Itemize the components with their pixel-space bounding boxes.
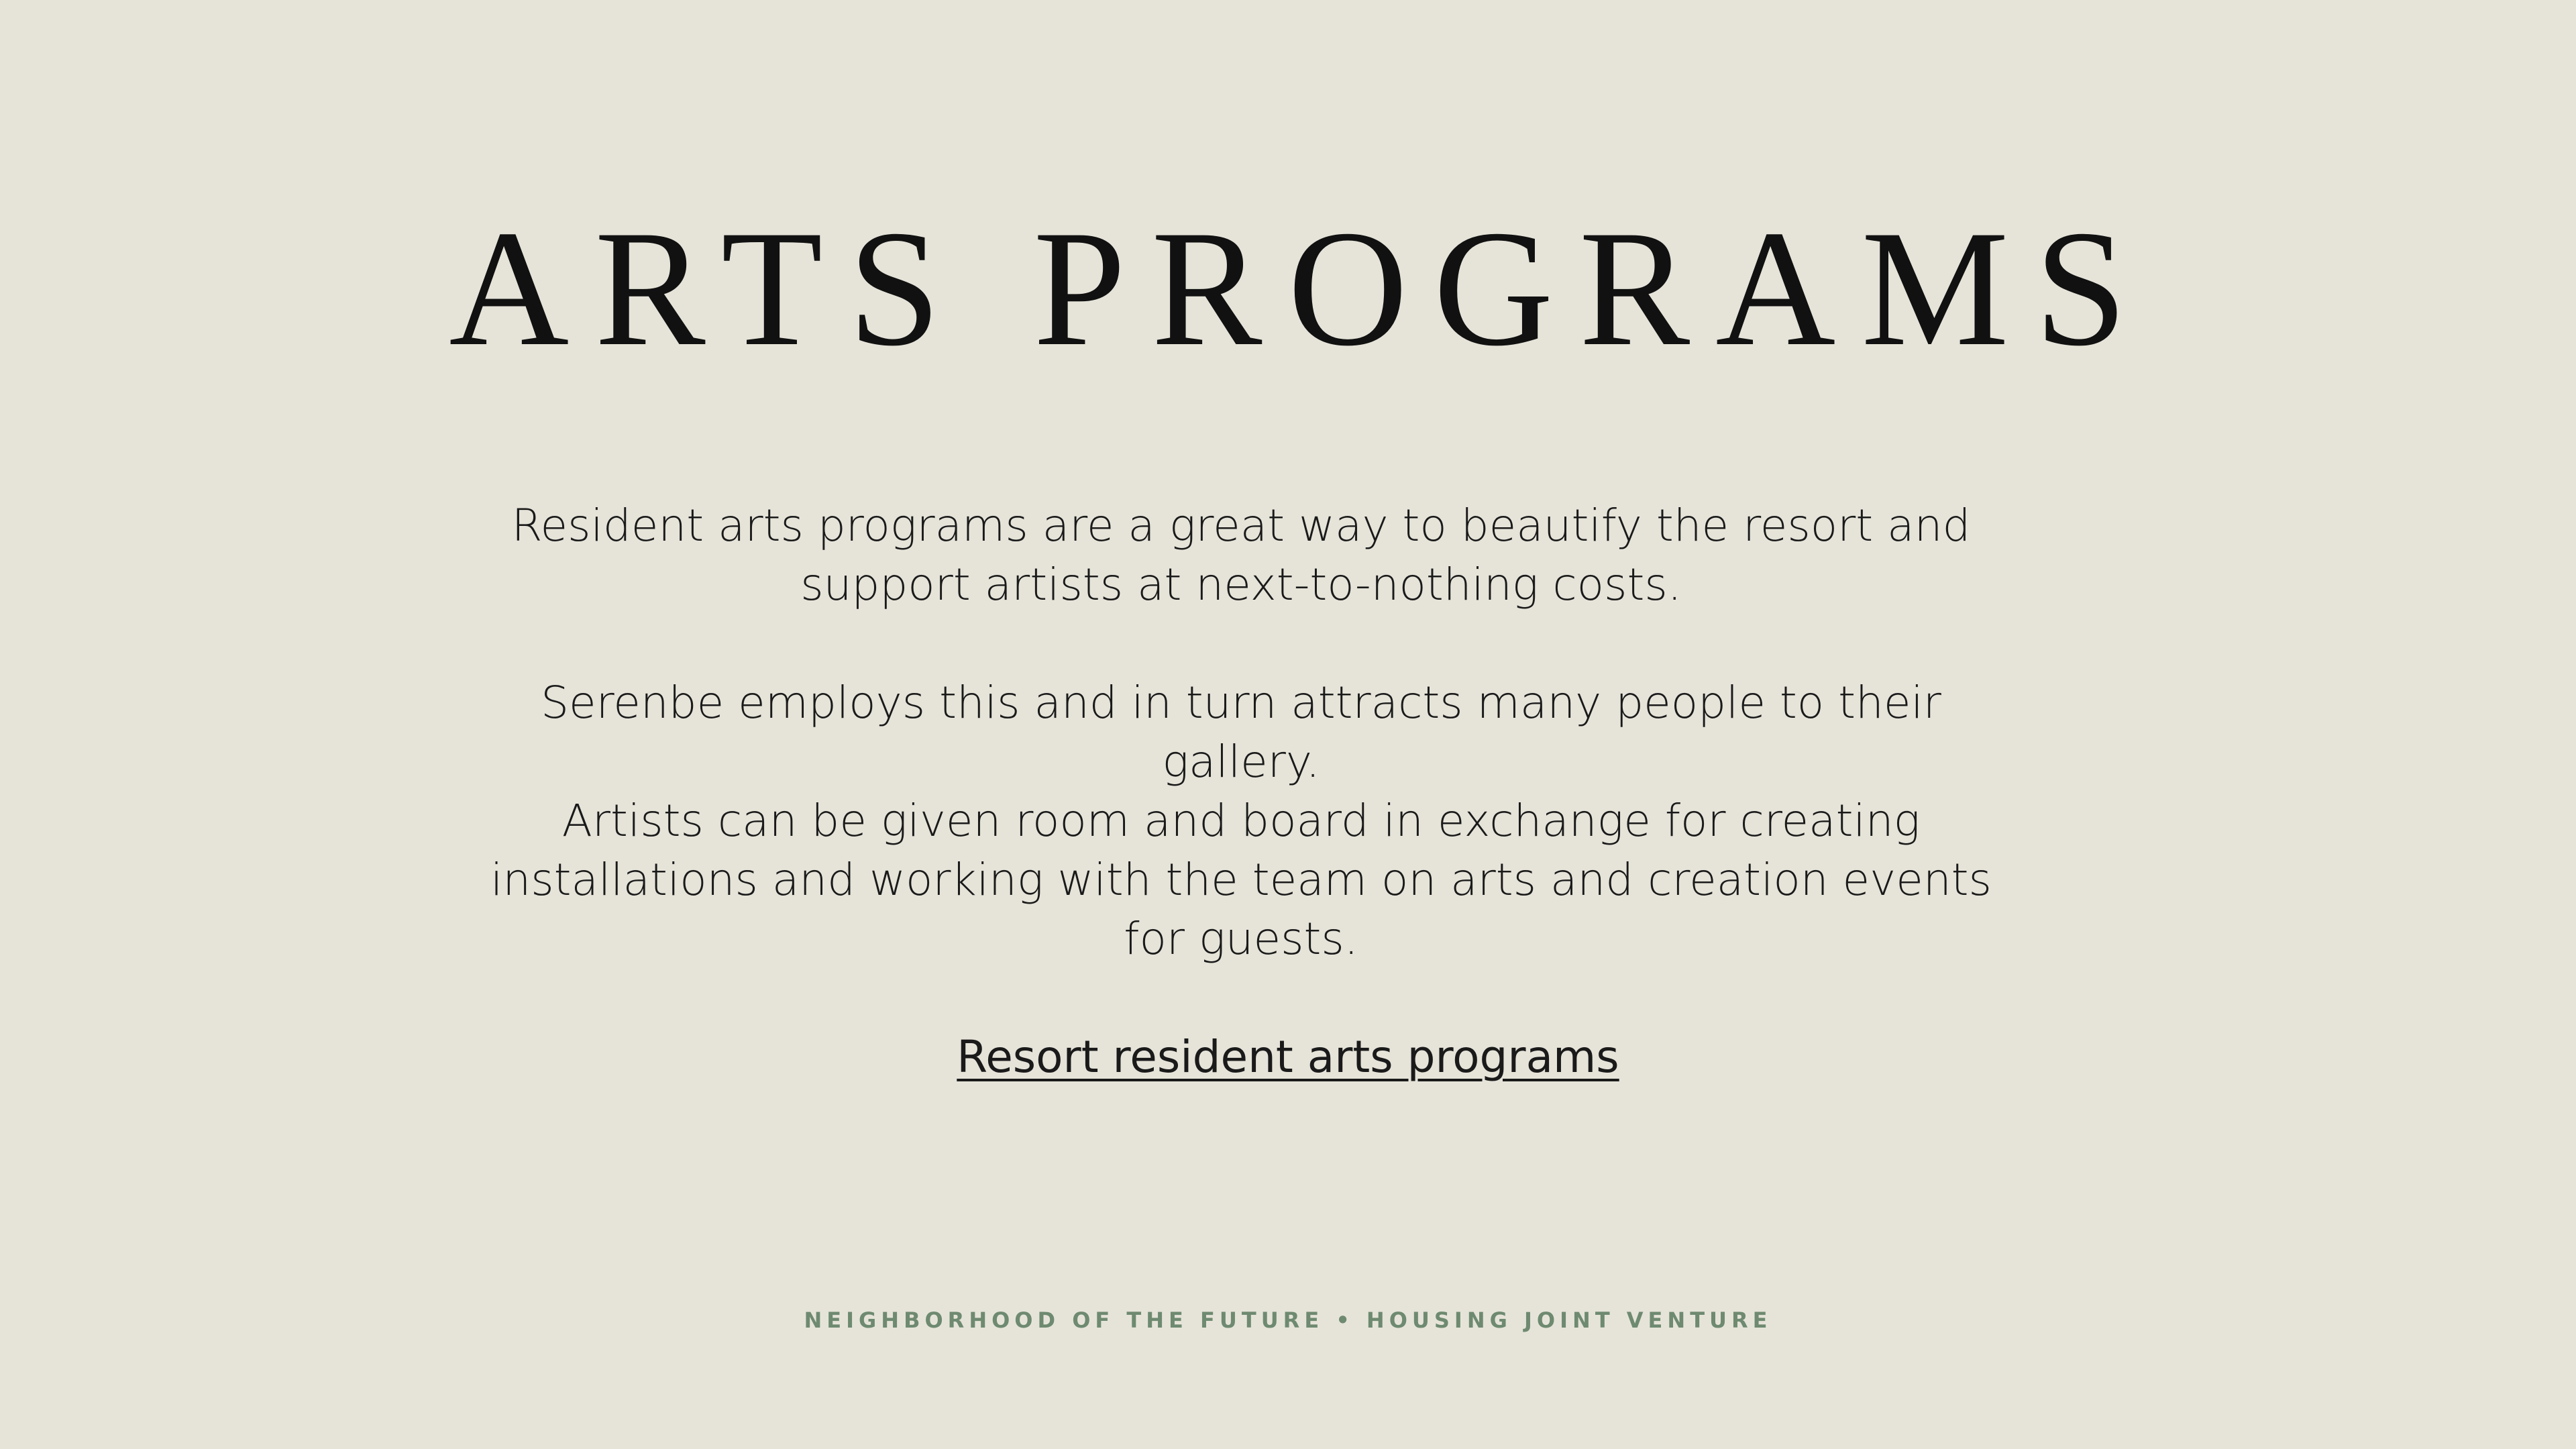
paragraph-serenbe-example: Serenbe employs this and in turn attracts many people to their gallery. xyxy=(541,677,1941,788)
paragraph-artists-room-board: Artists can be given room and board in exchange for creating installations and working with the team on arts and creation events for guests. xyxy=(490,795,1992,965)
link-container xyxy=(0,1028,2576,1087)
resort-arts-programs-link[interactable]: Resort resident arts programs xyxy=(957,1031,1619,1083)
slide-footer: NEIGHBORHOOD OF THE FUTURE • HOUSING JOINT VENTURE xyxy=(804,1307,1772,1333)
paragraph-arts-programs-intro: Resident arts programs are a great way to beautify the resort and support artists at next-to-nothing costs. xyxy=(511,500,1971,610)
slide-title: ARTS PROGRAMS xyxy=(449,196,2153,380)
